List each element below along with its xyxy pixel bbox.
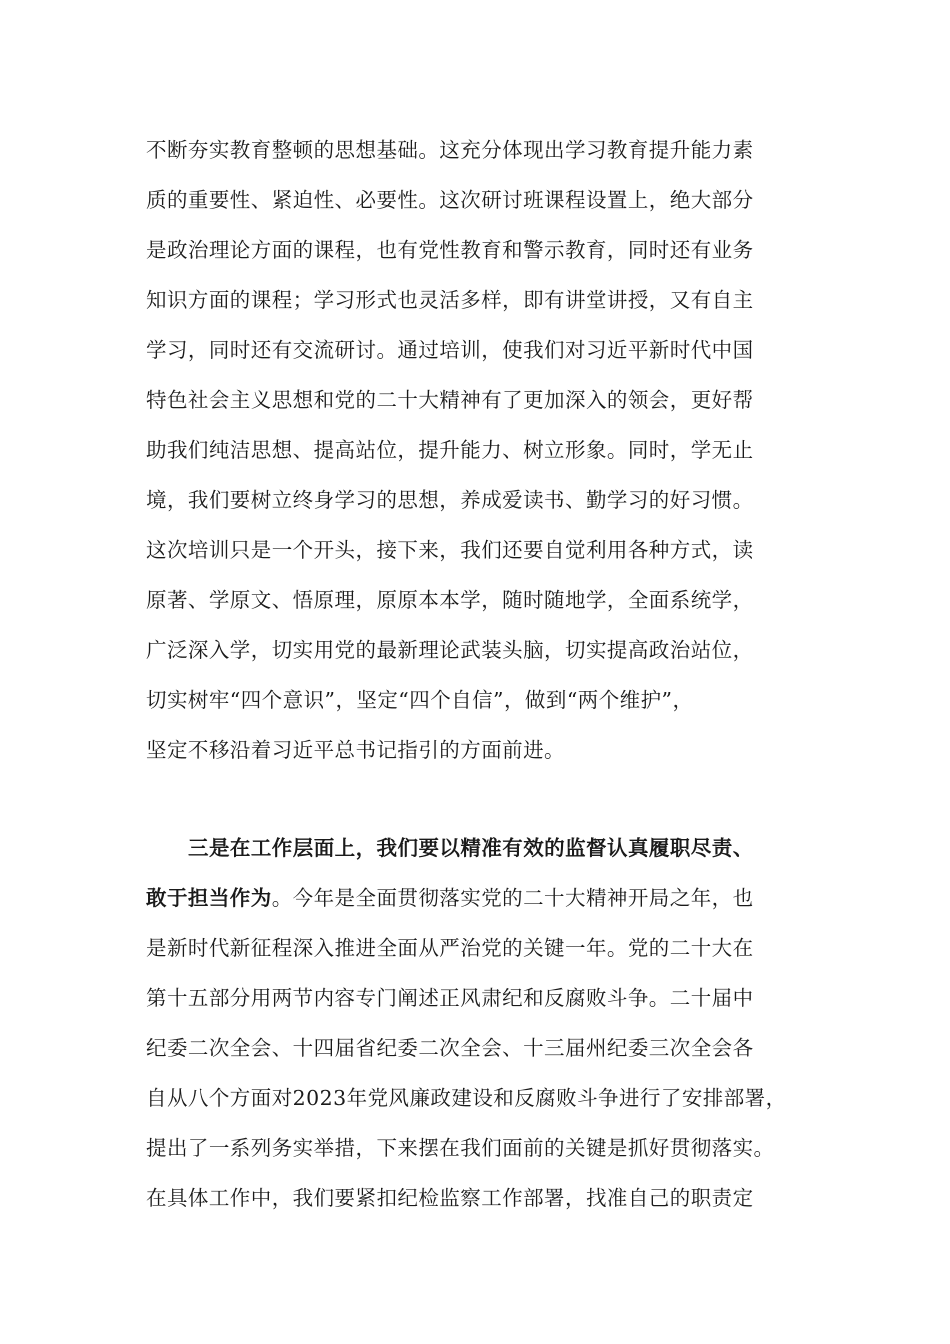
paragraph-1-line-3: 是政治理论方面的课程，也有党性教育和警示教育，同时还有业务 — [146, 238, 754, 262]
paragraph-1-line-11: 广泛深入学，切实用党的最新理论武装头脑，切实提高政治站位， — [146, 638, 754, 662]
paragraph-1-line-5: 学习，同时还有交流研讨。通过培训，使我们对习近平新时代中国 — [146, 338, 754, 362]
paragraph-2-line-6: 自从八个方面对2023年党风廉政建设和反腐败斗争进行了安排部署， — [146, 1086, 787, 1110]
paragraph-2-line-7: 提出了一系列务实举措，下来摆在我们面前的关键是抓好贯彻落实。 — [146, 1136, 775, 1160]
paragraph-1-line-7: 助我们纯洁思想、提高站位，提升能力、树立形象。同时，学无止 — [146, 438, 754, 462]
paragraph-1-line-2: 质的重要性、紧迫性、必要性。这次研讨班课程设置上，绝大部分 — [146, 188, 754, 212]
paragraph-2-line-3: 是新时代新征程深入推进全面从严治党的关键一年。党的二十大在 — [146, 936, 754, 960]
paragraph-1-line-8: 境，我们要树立终身学习的思想，养成爱读书、勤学习的好习惯。 — [146, 488, 754, 512]
paragraph-2-line-4: 第十五部分用两节内容专门阐述正风肃纪和反腐败斗争。二十届中 — [146, 986, 754, 1010]
paragraph-1-line-1: 不断夯实教育整顿的思想基础。这充分体现出学习教育提升能力素 — [146, 138, 754, 162]
paragraph-2-line-2-rest: 。今年是全面贯彻落实党的二十大精神开局之年，也 — [271, 886, 754, 910]
paragraph-2-line-2 — [146, 884, 754, 912]
paragraph-2-line-5: 纪委二次全会、十四届省纪委二次全会、十三届州纪委三次全会各 — [146, 1036, 754, 1060]
paragraph-1-line-9: 这次培训只是一个开头，接下来，我们还要自觉利用各种方式，读 — [146, 538, 754, 562]
paragraph-2-heading-line-2-bold: 敢于担当作为 — [146, 886, 272, 910]
paragraph-1-line-4: 知识方面的课程；学习形式也灵活多样，即有讲堂讲授，又有自主 — [146, 288, 754, 312]
paragraph-1-line-6: 特色社会主义思想和党的二十大精神有了更加深入的领会，更好帮 — [146, 388, 754, 412]
paragraph-2-line-8: 在具体工作中，我们要紧扣纪检监察工作部署，找准自己的职责定 — [146, 1186, 754, 1210]
paragraph-1-line-13: 坚定不移沿着习近平总书记指引的方面前进。 — [146, 738, 565, 762]
paragraph-1-line-12: 切实树牢“四个意识”，坚定“四个自信”，做到“两个维护”， — [146, 688, 694, 712]
paragraph-1-line-10: 原著、学原文、悟原理，原原本本学，随时随地学，全面系统学， — [146, 588, 754, 612]
paragraph-2-heading-line-1: 三是在工作层面上，我们要以精准有效的监督认真履职尽责、 — [188, 836, 754, 860]
